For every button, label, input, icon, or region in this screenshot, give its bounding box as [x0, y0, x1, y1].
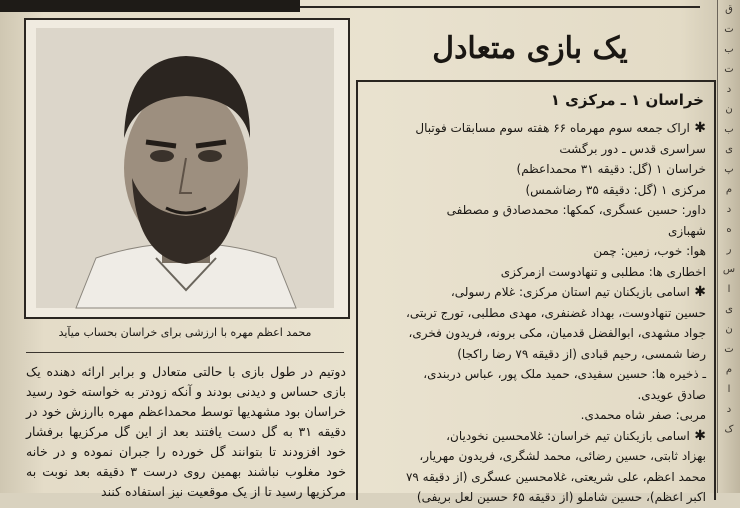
masthead-rule: [300, 6, 700, 8]
player-photo-frame: [24, 18, 350, 319]
bullet-star-icon: ✱: [689, 284, 706, 300]
photo-caption: محمد اعظم مهره با ارزشی برای خراسان بحساب میآید: [26, 318, 344, 353]
report-line: [364, 467, 706, 488]
report-line: [364, 200, 706, 221]
report-line: [364, 385, 706, 406]
edge-text-fragment: ت: [724, 24, 734, 35]
edge-text-fragment: د: [726, 404, 732, 415]
report-line: [364, 344, 706, 365]
edge-text-fragment: ه: [726, 224, 732, 235]
bullet-star-icon: ✱: [689, 120, 706, 136]
report-line-text: مرکزی ۱ (گل: دقیقه ۳۵ رضاشمس): [525, 182, 706, 197]
article-left-column: دوتیم در طول بازی با حالتی متعادل و برابر ارائه دهنده یک بازی حساس و دیدنی بودند و آنکه زودتر به خواسته خود رسید خراسان بود مشهدیها توسط محمداعظم مهره باارزش خود در دقیقه ۳۱ به گل دست یافتند بعد از این گل مرکزیها برفشار خود افزودند تا بتوانند گل خورده را جبران نموده و در خانه خود مغلوب نباشند بهمین روی درست ۳ دقیقه بعد نوبت به مرکزیها رسید تا از یک موقعیت نیز استفاده کنند: [26, 364, 347, 499]
edge-text-fragment: ک: [724, 424, 734, 435]
report-line: [364, 323, 706, 344]
masthead-bar: [0, 0, 300, 12]
edge-text-fragment: ت: [724, 344, 734, 355]
report-line-text: هوا: خوب، زمین: چمن: [593, 244, 706, 258]
headline: یک بازی متعادل: [432, 31, 628, 66]
report-line-text: رضا شمسی، رحیم قبادی (از دقیقه ۷۹ رضا راکجا): [457, 346, 706, 361]
edge-text-fragment: ا: [727, 284, 731, 295]
report-line-text: بهزاد ثابتی، حسین رضائی، محمد لشگری، فریدون مهریار،: [419, 449, 706, 463]
adjacent-column-edge: [717, 0, 740, 493]
edge-text-fragment: ی: [725, 304, 733, 315]
edge-text-fragment: ب: [724, 44, 734, 55]
edge-text-fragment: ق: [725, 4, 733, 15]
report-line: [364, 221, 706, 242]
edge-text-fragment: ر: [726, 244, 732, 255]
report-line-text: اسامی بازیکنان تیم استان مرکزی: غلام رسولی،: [450, 285, 690, 299]
report-line: [364, 118, 706, 139]
match-score-subhead: خراسان ۱ ـ مرکزی ۱: [550, 91, 704, 109]
report-line: [364, 282, 706, 303]
report-line-text: داور: حسین عسگری، کمکها: محمدصادق و مصطفی: [446, 203, 706, 217]
edge-text-fragment: ا: [727, 384, 731, 395]
report-line-text: اسامی بازیکنان تیم خراسان: غلامحسین نخودیان،: [446, 428, 690, 443]
report-line: [364, 405, 706, 426]
report-line-text: اخطاری ها: مطلبی و تنهادوست ازمرکزی: [500, 264, 706, 279]
match-report-body: [364, 118, 706, 504]
report-line-text: حسین تنهادوست، بهداد غضنفری، مهدی مطلبی، تورج تربتی،: [406, 305, 706, 320]
report-line: [364, 364, 706, 385]
player-portrait-illustration: [36, 28, 334, 308]
report-line-text: اراک جمعه سوم مهرماه ۶۶ هفته سوم مسابقات فوتبال: [415, 121, 690, 135]
bullet-star-icon: ✱: [689, 427, 706, 444]
report-line-text: مربی: صفر شاه محمدی.: [580, 408, 706, 422]
report-line-text: شهبازی: [667, 223, 706, 238]
edge-text-fragment: ن: [725, 324, 733, 335]
report-line-text: اکبر اعظم)، حسین شاملو (از دقیقه ۶۵ حسین لعل بریفی): [416, 490, 706, 504]
report-line: [364, 303, 706, 324]
report-line-text: ـ ذخیره ها: حسین سفیدی، حمید ملک پور، عباس دربندی،: [423, 367, 706, 381]
report-line-text: خراسان ۱ (گل: دقیقه ۳۱ محمداعظم): [516, 162, 706, 176]
report-line: [364, 241, 706, 262]
edge-text-fragment: ب: [724, 124, 734, 135]
edge-text-fragment: پ: [724, 164, 734, 175]
edge-text-fragment: ت: [724, 64, 734, 75]
report-line-text: سراسری قدس ـ دور برگشت: [559, 141, 706, 156]
report-line: [364, 487, 706, 508]
edge-text-fragment: س: [722, 264, 736, 275]
report-line: [364, 446, 706, 467]
report-line: [364, 262, 706, 283]
report-line: [364, 426, 706, 447]
edge-text-fragment: م: [725, 364, 733, 375]
edge-text-fragment: د: [726, 84, 732, 95]
report-line-text: محمد اعظم، علی شریعتی، غلامحسین عسگری (از دقیقه ۷۹: [405, 469, 706, 484]
report-line-text: صادق عویدی.: [637, 387, 706, 402]
report-line: [364, 139, 706, 160]
edge-text-fragment: د: [726, 204, 732, 215]
report-line-text: جواد مشهدی، ابوالفضل قدمیان، مکی برونه، فریدون فخری،: [408, 326, 706, 340]
edge-text-fragment: ن: [725, 104, 733, 115]
edge-text-fragment: م: [725, 184, 733, 195]
player-photo: [36, 28, 334, 308]
report-line: [364, 180, 706, 201]
report-line: [364, 159, 706, 180]
edge-text-fragment: ی: [725, 144, 733, 155]
